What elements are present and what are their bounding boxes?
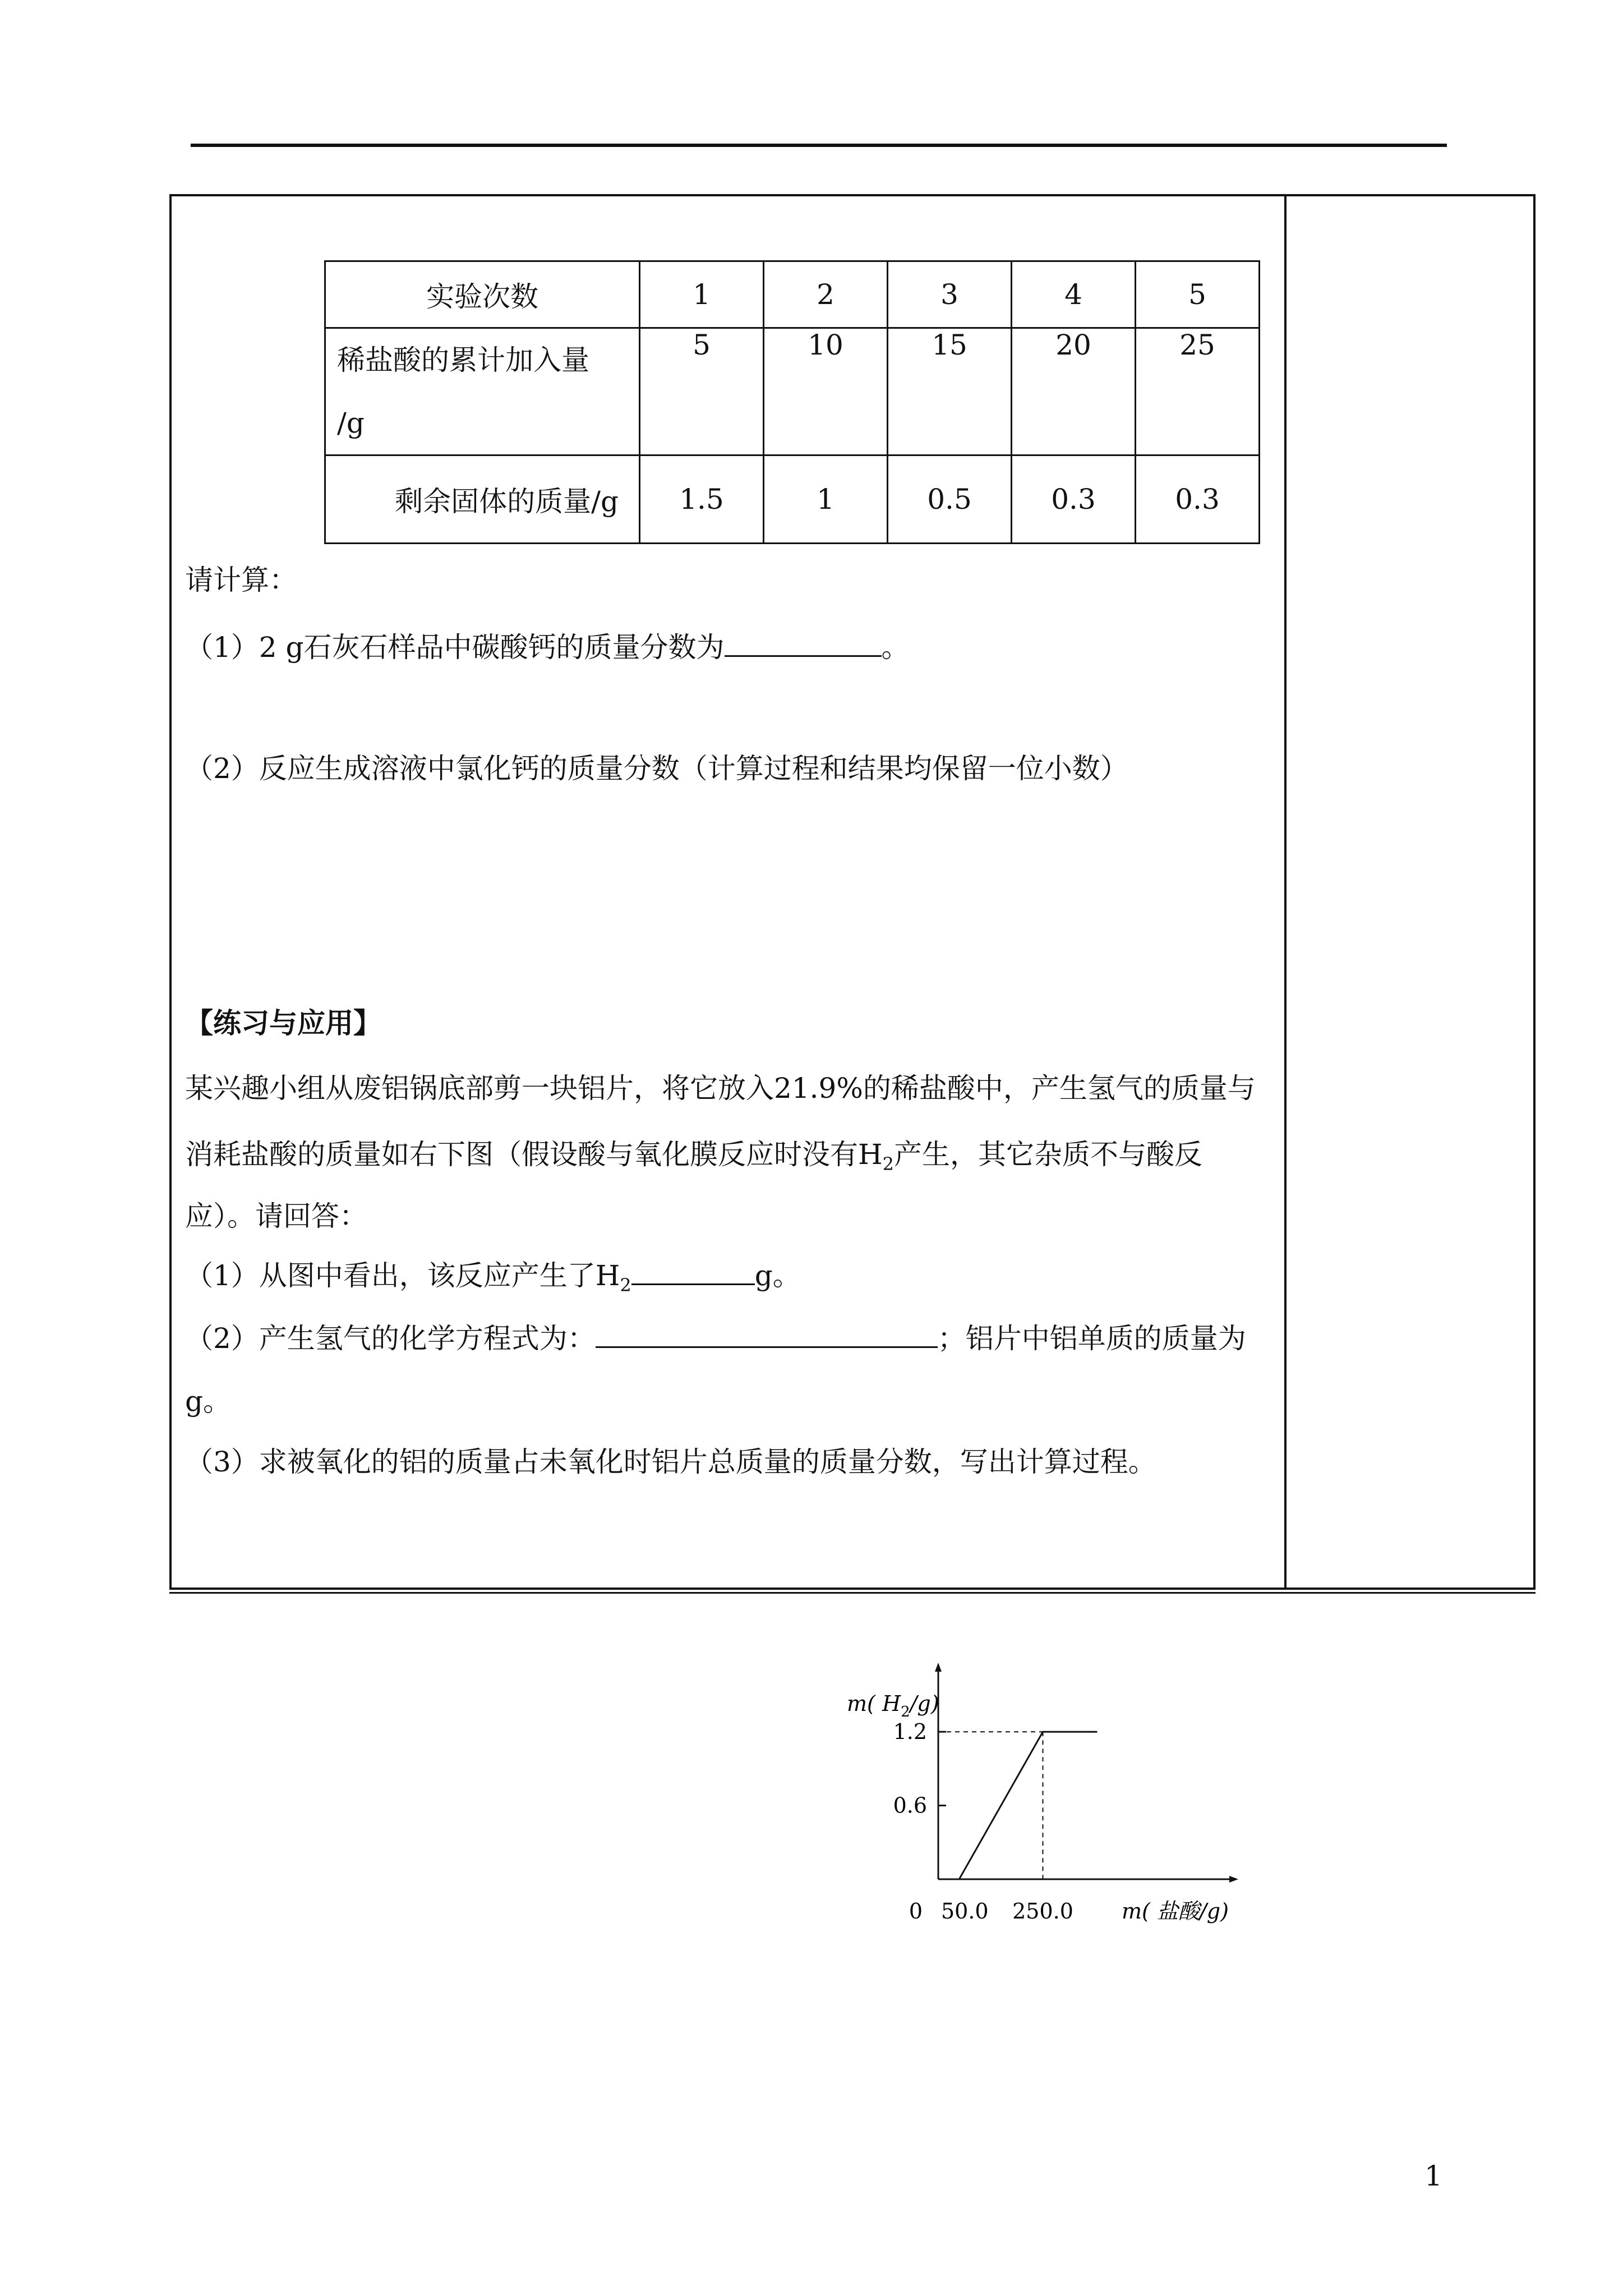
please-calc: 请计算： [185, 564, 297, 596]
table-cell: 5 [640, 328, 764, 455]
x-tick-label: 50.0 [940, 1899, 989, 1924]
y-tick-label: 1.2 [893, 1719, 927, 1745]
part-1-text: （1）从图中看出，该反应产生了H [185, 1259, 620, 1292]
row-label: 剩余固体的质量/g [325, 455, 640, 544]
header-rule [191, 144, 1447, 147]
intro-line-2 [185, 1132, 1202, 1175]
table-cell: 3 [888, 261, 1012, 328]
question-1-text: （1）2 g石灰石样品中碳酸钙的质量分数为 [185, 631, 725, 664]
page-number: 1 [1424, 2160, 1442, 2192]
x-axis-label: m( 盐酸/g) [1122, 1899, 1229, 1924]
table-cell: 4 [1012, 261, 1136, 328]
part-2-text: （2）产生氢气的化学方程式为： [185, 1322, 596, 1355]
frame-bottom-double-rule [169, 1592, 1536, 1594]
y-tick-label: 0.6 [893, 1793, 927, 1818]
row-label: 实验次数 [325, 261, 640, 328]
question-2: （2）反应生成溶液中氯化钙的质量分数（计算过程和结果均保留一位小数） [185, 752, 1128, 785]
x-tick-label: 250.0 [1012, 1899, 1073, 1924]
part-1 [185, 1253, 801, 1296]
answer-blank[interactable] [596, 1318, 938, 1348]
part-2-mid: ；铝片中铝单质的质量为 [937, 1322, 1246, 1355]
table-cell: 2 [764, 261, 888, 328]
frame-column-divider [1284, 194, 1287, 1590]
part-2 [185, 1316, 1246, 1356]
row-label [325, 328, 640, 455]
table-cell: 25 [1136, 328, 1260, 455]
intro-line-3: 应）。请回答： [185, 1200, 367, 1232]
question-1-end: 。 [881, 631, 910, 664]
table-cell: 1 [764, 455, 888, 544]
row-label-line: /g [337, 407, 365, 439]
table-cell: 1 [640, 261, 764, 328]
table-row [325, 328, 1260, 455]
experiment-table [324, 260, 1260, 544]
intro-line-1: 某兴趣小组从废铝锅底部剪一块铝片，将它放入21.9%的稀盐酸中，产生氢气的质量与 [185, 1072, 1256, 1105]
intro-line-2-b: 产生，其它杂质不与酸反 [893, 1138, 1202, 1171]
table-cell: 1.5 [640, 455, 764, 544]
table-cell: 0.3 [1012, 455, 1136, 544]
part-3: （3）求被氧化的铝的质量占未氧化时铝片总质量的质量分数，写出计算过程。 [185, 1446, 1156, 1478]
table-cell: 0.3 [1136, 455, 1260, 544]
data-line [959, 1732, 1097, 1879]
table-row [325, 261, 1260, 328]
subscript: 2 [882, 1153, 894, 1175]
part-1-end: g。 [754, 1259, 801, 1292]
row-label-line: 稀盐酸的累计加入量 [337, 344, 589, 376]
table-cell: 5 [1136, 261, 1260, 328]
table-row [325, 455, 1260, 544]
answer-blank[interactable] [631, 1255, 755, 1285]
answer-blank[interactable] [725, 627, 882, 657]
h2-mass-chart [819, 1660, 1245, 1930]
part-2-unit: g。 [185, 1385, 232, 1418]
intro-line-2-a: 消耗盐酸的质量如右下图（假设酸与氧化膜反应时没有H [185, 1138, 883, 1171]
table-cell: 15 [888, 328, 1012, 455]
x-tick-label: 0 [909, 1899, 923, 1924]
y-axis-label: m( $H_2/g$) [847, 1691, 939, 1720]
subscript: 2 [620, 1274, 631, 1296]
question-1 [185, 625, 910, 665]
table-cell: 10 [764, 328, 888, 455]
table-cell: 0.5 [888, 455, 1012, 544]
section-title: 【练习与应用】 [185, 1006, 381, 1039]
table-cell: 20 [1012, 328, 1136, 455]
